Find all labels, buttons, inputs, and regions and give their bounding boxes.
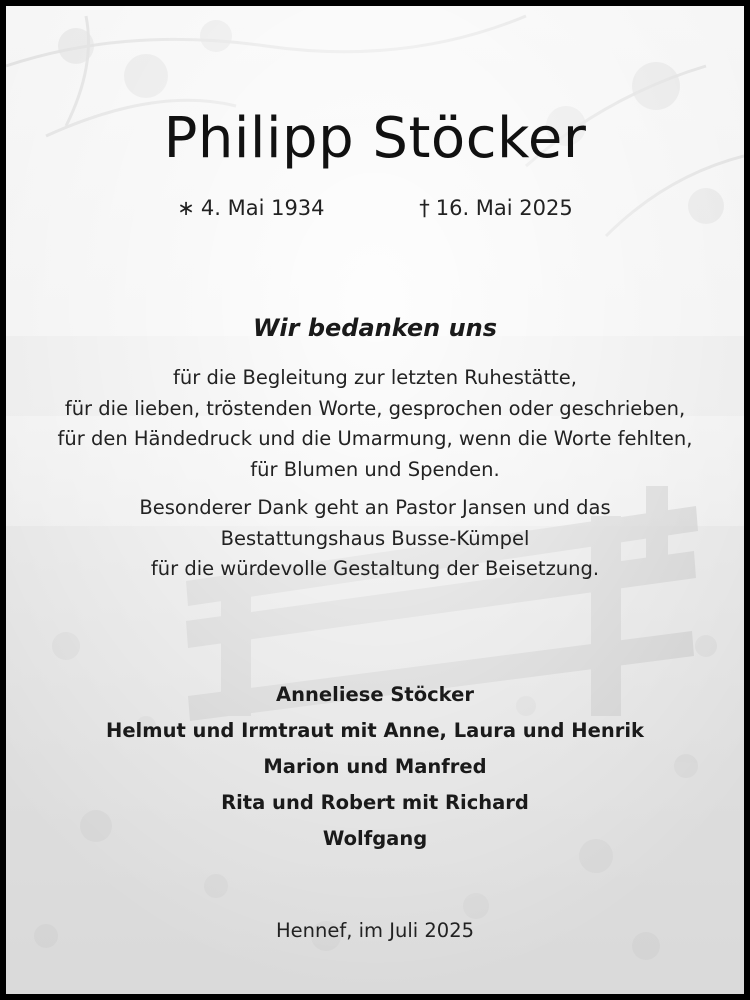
thanks-line: für die Begleitung zur letzten Ruhestätte, [173, 366, 577, 389]
thanks-line: für den Händedruck und die Umarmung, wenn die Worte fehlten, [57, 427, 693, 450]
signer-name: Helmut und Irmtraut mit Anne, Laura und Henrik [106, 719, 644, 742]
thanks-title: Wir bedanken uns [252, 314, 498, 342]
signer-name: Rita und Robert mit Richard [221, 791, 529, 814]
cross-icon: † [419, 196, 430, 220]
deceased-name: Philipp Stöcker [163, 106, 587, 171]
special-thanks-line: Besonderer Dank geht an Pastor Jansen und das [139, 496, 611, 519]
notice-content [6, 6, 744, 994]
death-date: 16. Mai 2025 [435, 196, 573, 220]
signer-name: Marion und Manfred [263, 755, 487, 778]
signer-name: Wolfgang [322, 827, 428, 850]
special-thanks-line: Bestattungshaus Busse-Kümpel [220, 526, 530, 550]
birth-date: 4. Mai 1934 [200, 196, 325, 220]
star-icon: ∗ [177, 196, 195, 220]
thanks-line: für die lieben, tröstenden Worte, gesprochen oder geschrieben, [64, 396, 686, 420]
signer-name: Anneliese Stöcker [276, 683, 474, 706]
thanks-text [6, 363, 744, 485]
signers-list [6, 677, 744, 857]
thanks-line: für Blumen und Spenden. [250, 457, 500, 481]
special-thanks-line: für die würdevolle Gestaltung der Beisetzung. [150, 557, 600, 580]
birth-date-group [177, 196, 324, 220]
death-date-group [419, 196, 573, 220]
special-thanks-text [6, 493, 744, 585]
life-dates [6, 196, 744, 220]
place-and-date: Hennef, im Juli 2025 [275, 919, 475, 942]
